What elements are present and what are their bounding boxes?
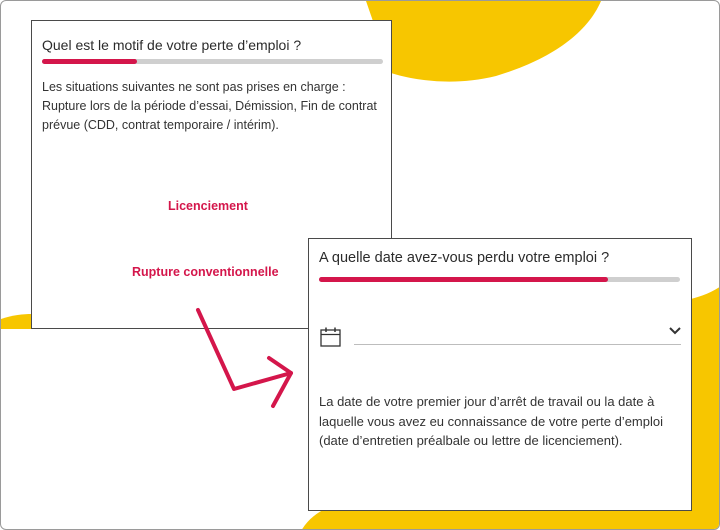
- question-title: A quelle date avez-vous perdu votre emploi ?: [319, 250, 610, 266]
- chevron-down-icon[interactable]: [668, 325, 682, 337]
- question-card-date: [308, 238, 692, 511]
- progress-fill: [319, 277, 608, 282]
- progress-fill: [42, 59, 137, 64]
- date-input[interactable]: [354, 344, 681, 345]
- question-description: La date de votre premier jour d’arrêt de travail ou la date à laquelle vous avez eu connaissance de votre perte d’emploi (date d’entretien préalbale ou lettre de licenciement).: [319, 394, 663, 448]
- left-yellow-shape: [1, 314, 32, 329]
- progress-bar: [319, 277, 680, 282]
- calendar-icon[interactable]: [320, 327, 341, 347]
- option-licenciement[interactable]: Licenciement: [168, 199, 248, 213]
- option-rupture-conventionnelle[interactable]: Rupture conventionnelle: [132, 265, 279, 279]
- top-yellow-shape: [366, 1, 601, 82]
- question-title: Quel est le motif de votre perte d’emploi ?: [42, 37, 302, 53]
- question-description: Les situations suivantes ne sont pas prises en charge : Rupture lors de la période d’essai, Démission, Fin de contrat prévue (CDD, contrat temporaire / intérim).: [42, 80, 377, 132]
- progress-bar: [42, 59, 383, 64]
